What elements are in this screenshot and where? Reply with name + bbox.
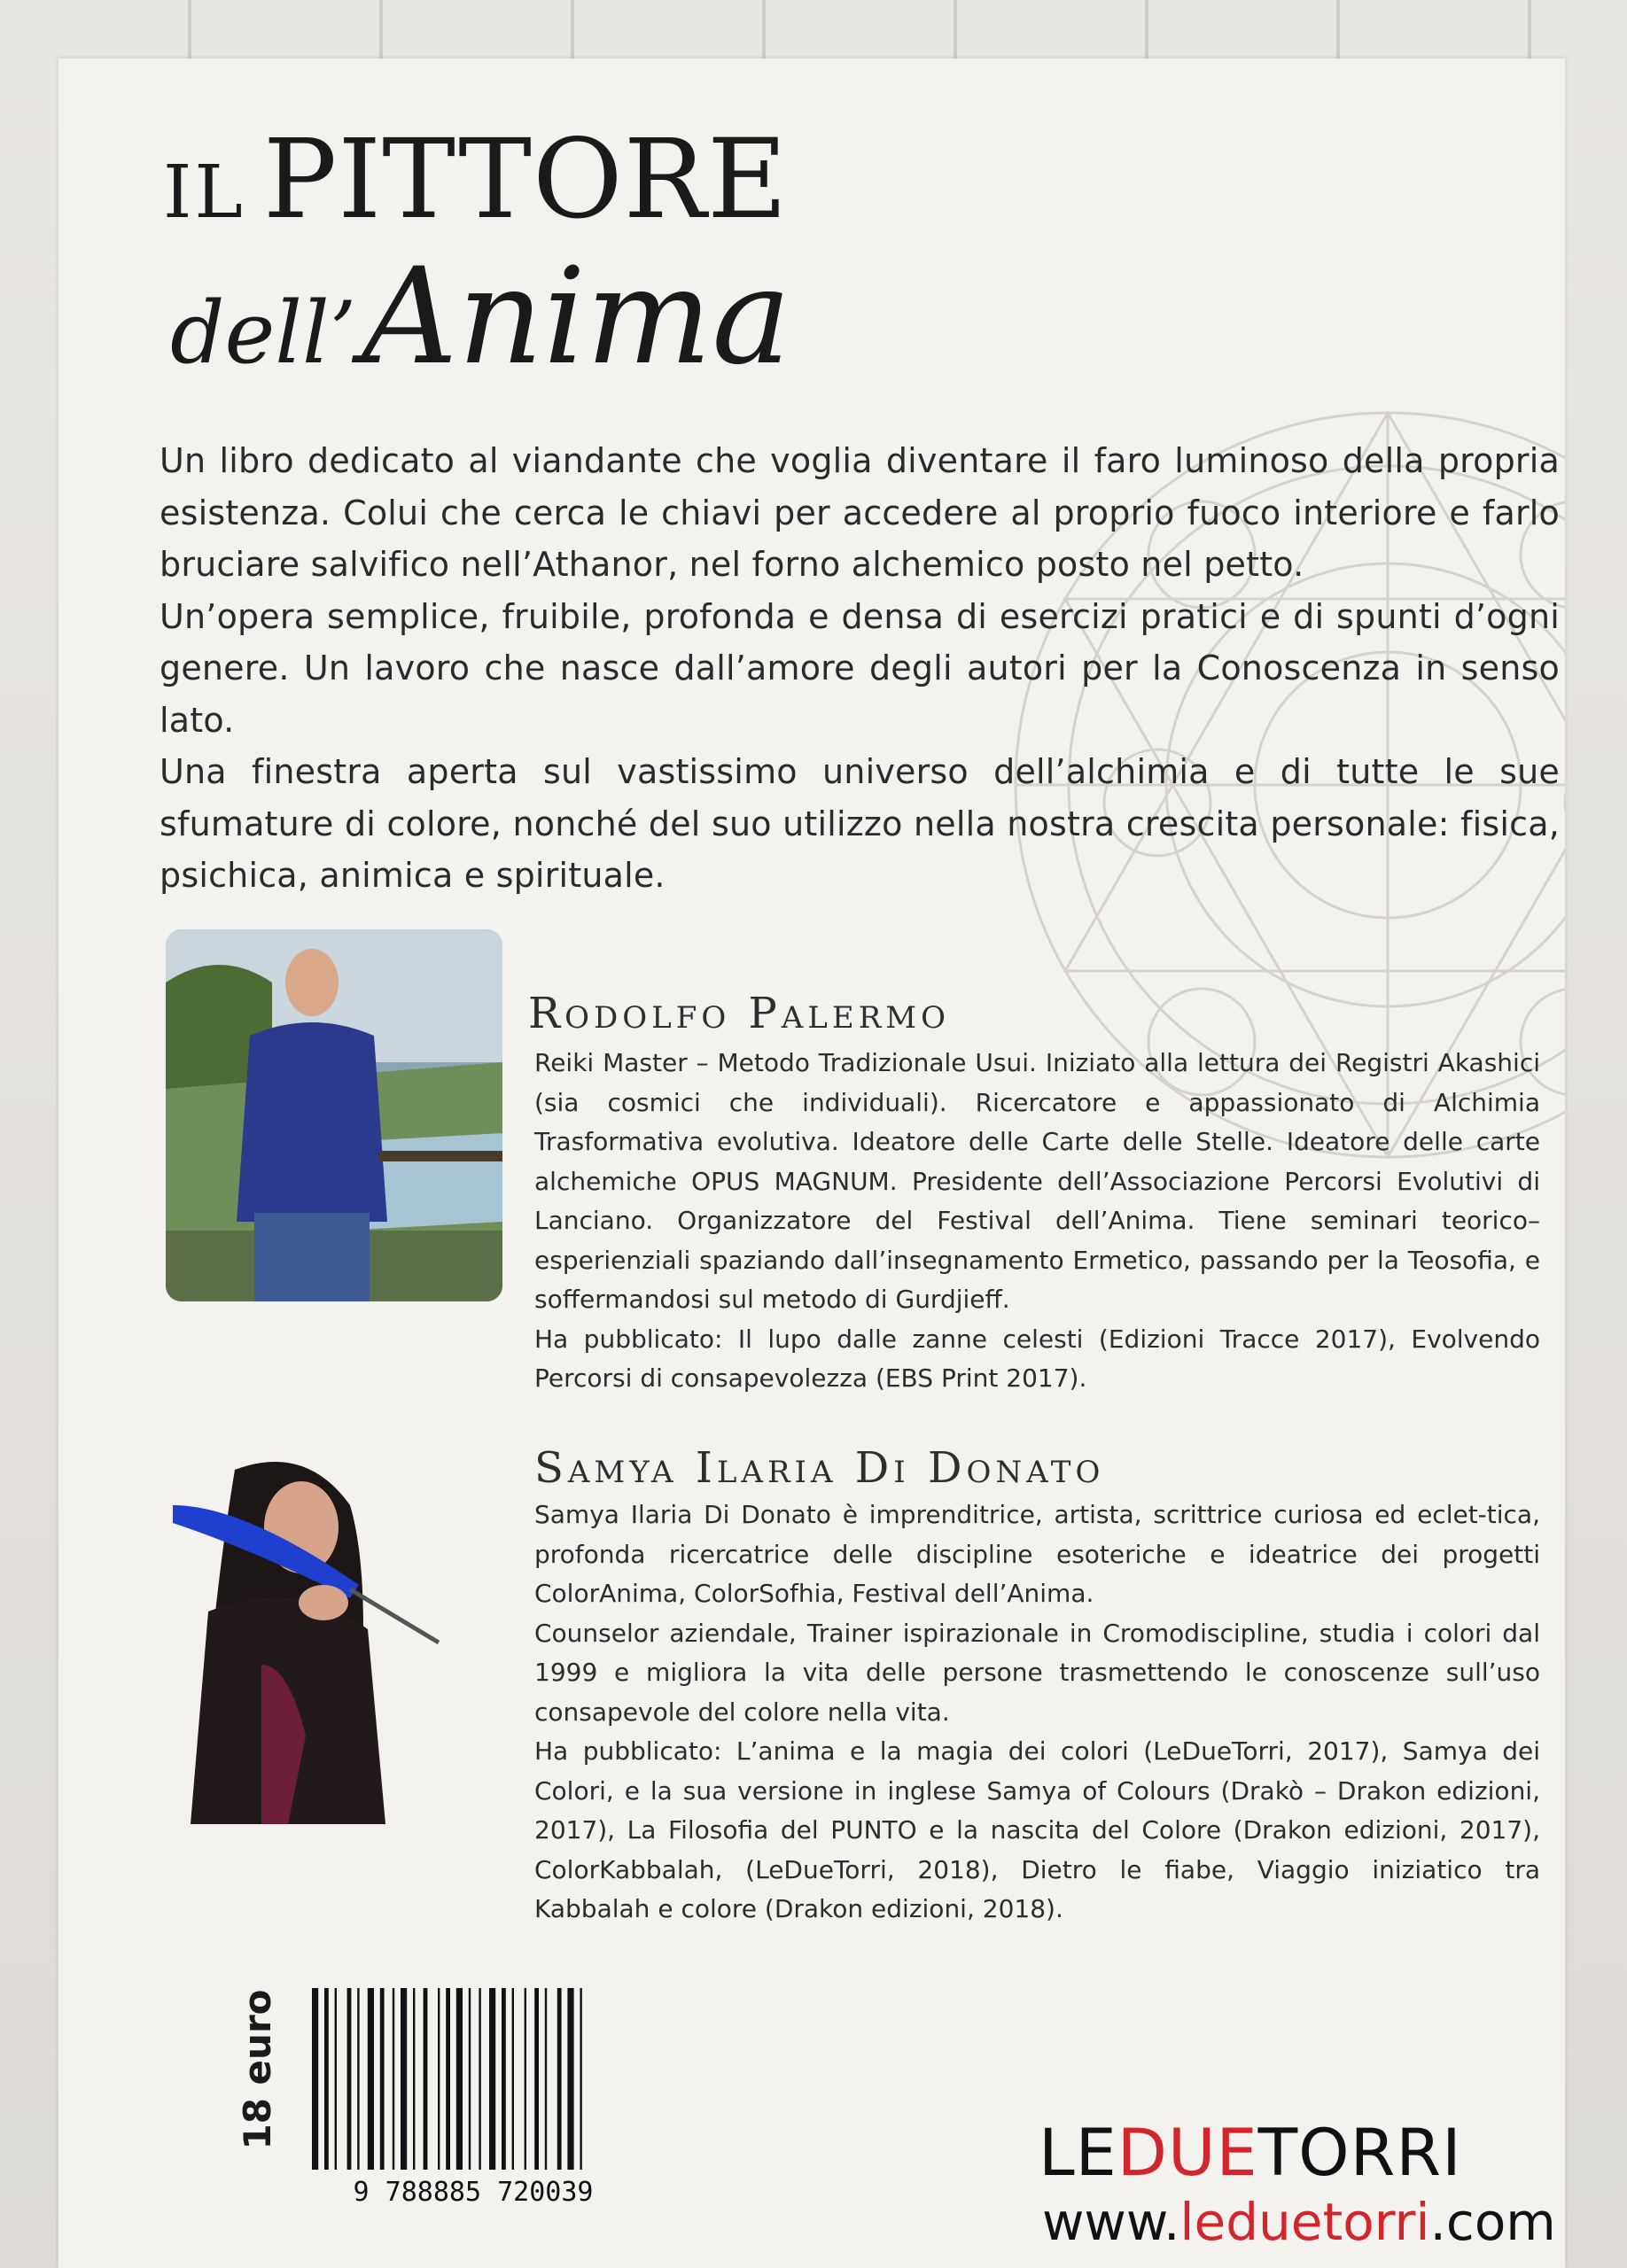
barcode-bar xyxy=(312,1988,318,2170)
barcode-bar xyxy=(479,1988,480,2170)
publisher-logo-part: DUE xyxy=(1117,2116,1258,2191)
title-il: IL xyxy=(163,151,245,235)
title-pittore: PITTORE xyxy=(262,116,789,244)
barcode-bar xyxy=(534,1988,539,2170)
author-photo-samya xyxy=(173,1452,492,1824)
intro-paragraph: Una finestra aperta sul vastissimo universo dell’alchimia e di tutte le sue sfumature di colore, nonché del suo utilizzo nella nostra crescita personale: fisica, psichica, animica e spirituale. xyxy=(160,752,1560,895)
barcode-bar xyxy=(489,1988,495,2170)
barcode-bar xyxy=(567,1988,573,2170)
intro-text xyxy=(160,435,1560,902)
barcode-bar xyxy=(446,1988,450,2170)
barcode-bar xyxy=(456,1988,463,2170)
book-title xyxy=(163,107,961,426)
website-part: www. xyxy=(1042,2192,1180,2252)
bio-paragraph: Ha pubblicato: Il lupo dalle zanne celesti (Edizioni Tracce 2017), Evolvendo Percorsi di consapevolezza (EBS Print 2017). xyxy=(534,1324,1540,1393)
author-photo-rodolfo xyxy=(166,929,502,1301)
barcode-icon xyxy=(296,1979,650,2210)
barcode-bar xyxy=(469,1988,471,2170)
barcode-bar xyxy=(335,1988,337,2170)
barcode-bar xyxy=(580,1988,581,2170)
bio-paragraph: Reiki Master – Metodo Tradizionale Usui. Iniziato alla lettura dei Registri Akashici (sia cosmici che individuali). Ricercatore e appassionato di Alchimia Trasformativa evolutiva. Ideatore delle Carte delle Stelle. Ideatore delle carte alchemiche OPUS MAGNUM. Presidente dell’Associazione Percorsi Evolutivi di Lanciano. Organizzatore del Festival dell’Anima. Tiene seminari teorico–esperienziali spaziando dall’insegnamento Ermetico, passando per la Teosofia, e soffermandosi sul metodo di Gurdjieff. xyxy=(534,1048,1540,1314)
isbn-digits: 9 788885 720039 xyxy=(353,2177,594,2208)
intro-paragraph: Un libro dedicato al viandante che voglia diventare il faro luminoso della propria esistenza. Colui che cerca le chiavi per accedere al proprio fuoco interiore e farlo bruciare salvifico nell’Athanor, nel forno alchemico posto nel petto. xyxy=(160,441,1560,584)
bio-paragraph: Ha pubblicato: L’anima e la magia dei colori (LeDueTorri, 2017), Samya dei Colori, e la sua versione in inglese Samya of Colours (Drakò – Drakon edizioni, 2017), La Filosofia del PUNTO e la nascita del Colore (Drakon edizioni, 2017), ColorKabbalah, (LeDueTorri, 2018), Dietro le fiabe, Viaggio iniziatico tra Kabbalah e colore (Drakon edizioni, 2018). xyxy=(534,1736,1540,1923)
barcode-bar xyxy=(413,1988,415,2170)
barcode-bar xyxy=(368,1988,374,2170)
title-line-1 xyxy=(163,116,789,244)
publisher-website xyxy=(1042,2192,1565,2252)
barcode-bar xyxy=(502,1988,506,2170)
publisher-logo-part: TORRI xyxy=(1257,2116,1462,2191)
barcode-bar xyxy=(347,1988,352,2170)
cover-panel xyxy=(58,58,1565,2268)
barcode-bar xyxy=(438,1988,440,2170)
barcode-bar xyxy=(424,1988,428,2170)
title-dell: dell’ xyxy=(170,284,357,383)
barcode-bar xyxy=(545,1988,547,2170)
author-name-samya: Samya Ilaria Di Donato xyxy=(534,1443,1105,1493)
website-part: .com xyxy=(1429,2192,1556,2252)
barcode-bar xyxy=(380,1988,385,2170)
website-part: leduetorri xyxy=(1179,2192,1430,2252)
intro-paragraph: Un’opera semplice, fruibile, profonda e densa di esercizi pratici e di spunti d’ogni genere. Un lavoro che nasce dall’amore degli autori per la Conoscenza in senso lato. xyxy=(160,596,1560,740)
isbn-barcode xyxy=(296,1979,650,2210)
price-label: 18 euro xyxy=(236,1989,279,2150)
barcode-bar xyxy=(557,1988,562,2170)
author-bio-samya xyxy=(534,1495,1540,1930)
title-anima: Anima xyxy=(362,240,791,394)
barcode-bar xyxy=(324,1988,329,2170)
barcode-bar xyxy=(401,1988,407,2170)
author-name-rodolfo: Rodolfo Palermo xyxy=(528,989,950,1038)
bio-paragraph: Samya Ilaria Di Donato è imprenditrice, artista, scrittrice curiosa ed eclet-tica, profonda ricercatrice delle discipline esoteriche e ideatrice dei progetti ColorAnima, ColorSofhia, Festival dell’Anima. xyxy=(534,1500,1540,1608)
title-line-2 xyxy=(170,240,791,394)
barcode-bar xyxy=(357,1988,359,2170)
publisher-logo xyxy=(1039,2116,1565,2191)
barcode-bar xyxy=(512,1988,514,2170)
publisher-logo-part: LE xyxy=(1039,2116,1117,2191)
bio-paragraph: Counselor aziendale, Trainer ispirazionale in Cromodiscipline, studia i colori dal 1999 e migliora la vita delle persone trasmettendo le conoscenze sull’uso consapevole del colore nella vita. xyxy=(534,1618,1540,1727)
author-bio-rodolfo xyxy=(534,1044,1540,1399)
barcode-bar xyxy=(525,1988,526,2170)
barcode-bar xyxy=(393,1988,394,2170)
